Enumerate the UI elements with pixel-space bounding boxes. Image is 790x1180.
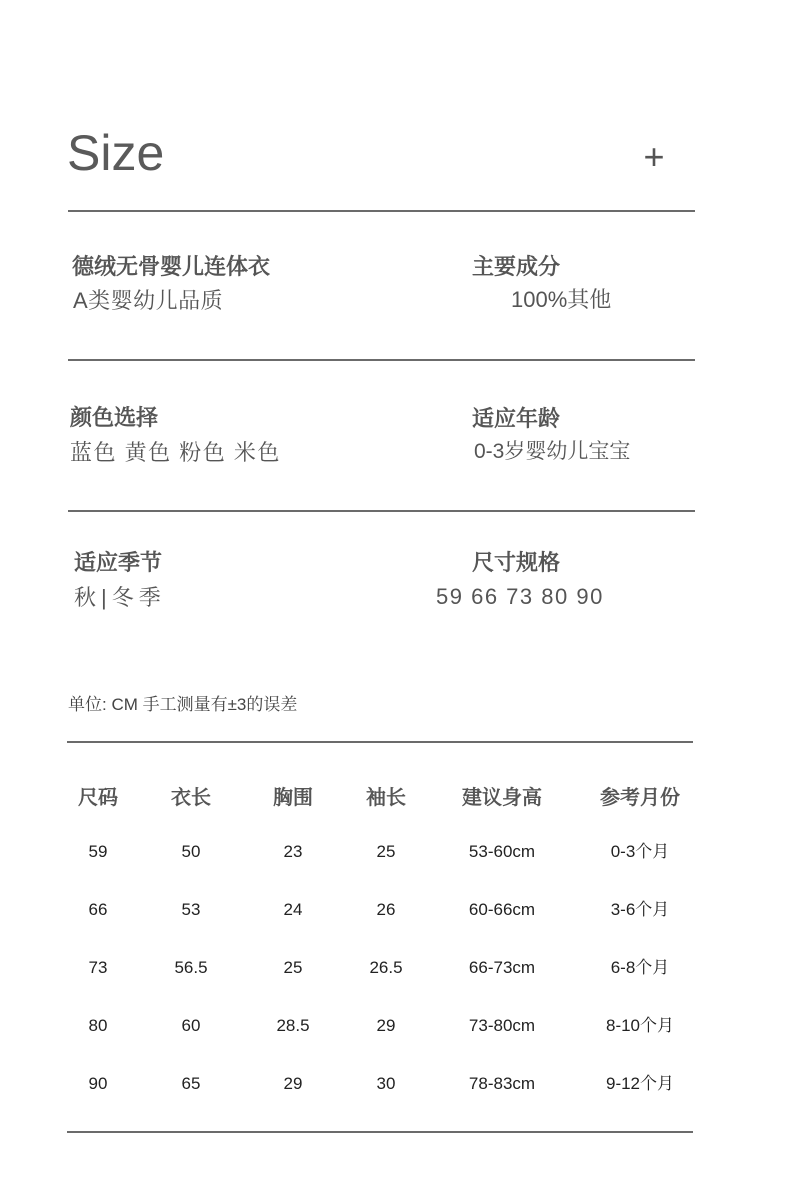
spec-product-label: 德绒无骨婴儿连体衣	[72, 254, 271, 279]
divider	[68, 510, 695, 512]
cell-months: 3-6个月	[610, 900, 670, 919]
spec-colors-value: 蓝色 黄色 粉色 米色	[70, 440, 281, 465]
cell-height: 78-83cm	[468, 1074, 536, 1093]
spec-season-value: 秋|冬季	[74, 585, 166, 610]
spec-colors-label: 颜色选择	[70, 405, 159, 430]
table-header	[0, 783, 790, 813]
cell-height: 53-60cm	[468, 842, 536, 861]
cell-months: 8-10个月	[605, 1016, 675, 1035]
cell-chest: 28.5	[276, 1016, 310, 1035]
spec-product-value: A类婴幼儿品质	[73, 288, 224, 313]
cell-months: 6-8个月	[610, 958, 670, 977]
cell-length: 56.5	[174, 958, 208, 977]
cell-chest: 24	[283, 900, 303, 919]
spec-material-value: 100%其他	[511, 287, 612, 312]
divider	[68, 359, 695, 361]
header-sleeve: 袖长	[366, 787, 406, 809]
table-row	[0, 895, 790, 925]
cell-length: 53	[181, 900, 201, 919]
cell-size: 59	[88, 842, 108, 861]
spec-age-value: 0-3岁婴幼儿宝宝	[474, 440, 631, 463]
table-row	[0, 1011, 790, 1041]
spec-sizes-value: 59 66 73 80 90	[436, 584, 604, 609]
cell-size: 73	[88, 958, 108, 977]
spec-material-label: 主要成分	[472, 254, 561, 279]
cell-height: 73-80cm	[468, 1016, 536, 1035]
cell-length: 50	[181, 842, 201, 861]
table-bottom-divider	[67, 1131, 693, 1133]
cell-size: 80	[88, 1016, 108, 1035]
cell-size: 90	[88, 1074, 108, 1093]
cell-chest: 25	[283, 958, 303, 977]
cell-months: 0-3个月	[610, 842, 670, 861]
divider	[68, 210, 695, 212]
header-height: 建议身高	[462, 787, 542, 809]
table-row	[0, 953, 790, 983]
cell-sleeve: 25	[376, 842, 396, 861]
cell-size: 66	[88, 900, 108, 919]
spec-season-label: 适应季节	[74, 550, 163, 575]
cell-chest: 23	[283, 842, 303, 861]
unit-note: 单位: CM 手工测量有±3的误差	[68, 695, 298, 714]
header-chest: 胸围	[273, 787, 313, 809]
spec-age-label: 适应年龄	[472, 406, 561, 431]
table-top-divider	[67, 741, 693, 743]
cell-height: 60-66cm	[468, 900, 536, 919]
cell-sleeve: 26	[376, 900, 396, 919]
header-months: 参考月份	[600, 787, 680, 809]
cell-length: 65	[181, 1074, 201, 1093]
cell-height: 66-73cm	[468, 958, 536, 977]
table-row	[0, 1069, 790, 1099]
cell-sleeve: 29	[376, 1016, 396, 1035]
plus-icon: +	[643, 136, 665, 177]
cell-length: 60	[181, 1016, 201, 1035]
page-title: Size	[67, 125, 165, 181]
header-size: 尺码	[78, 787, 118, 809]
cell-sleeve: 26.5	[369, 958, 403, 977]
cell-months: 9-12个月	[605, 1074, 675, 1093]
cell-sleeve: 30	[376, 1074, 396, 1093]
header-length: 衣长	[171, 787, 211, 809]
table-row	[0, 837, 790, 867]
spec-sizes-label: 尺寸规格	[472, 550, 561, 575]
cell-chest: 29	[283, 1074, 303, 1093]
